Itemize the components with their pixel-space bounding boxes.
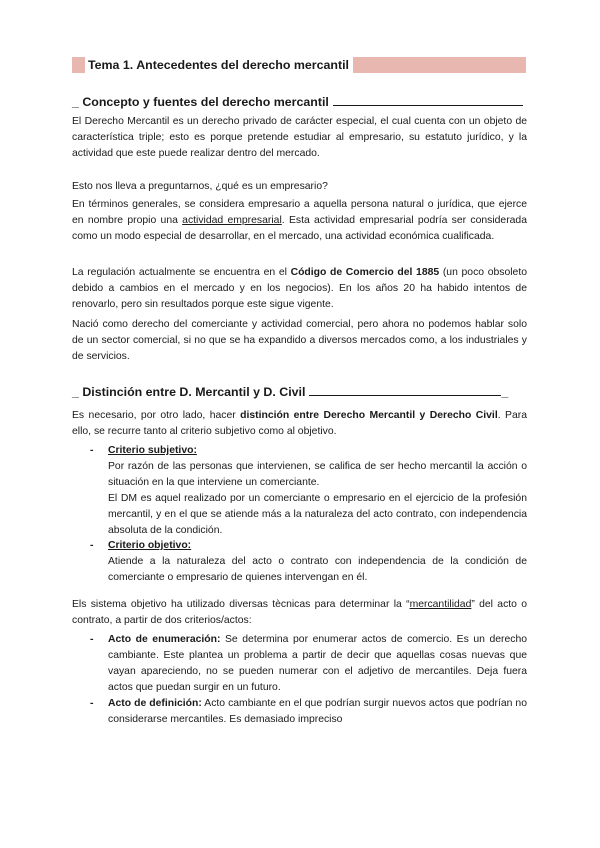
- list-item: [90, 632, 527, 696]
- text-run: . Para ello, se recurre tanto al criterio subjetivo como al objetivo.: [72, 410, 527, 437]
- paragraph: [72, 408, 527, 440]
- title-bar: [72, 57, 526, 73]
- bullet-marker: -: [90, 634, 94, 645]
- underlined-term: mercantilidad: [409, 599, 472, 610]
- paragraph: [72, 197, 527, 245]
- section-heading-concepto: [72, 95, 523, 109]
- paragraph: Esto nos lleva a preguntarnos, ¿qué es un empresario?: [72, 181, 328, 192]
- list-item-body: [108, 538, 527, 586]
- list-item: [90, 443, 527, 539]
- title-accent-left: [72, 57, 85, 73]
- list-item-body: [108, 632, 527, 696]
- text-run: La regulación actualmente se encuentra en el: [72, 267, 291, 278]
- section-heading-text: _ Concepto y fuentes del derecho mercantil: [72, 95, 329, 109]
- paragraph: El Derecho Mercantil es un derecho privado de carácter especial, el cual cuenta con un objeto de característica triple; esto es porque pretende estudiar al empresario, su estatuto jurídico, y la actividad que este puede realizar dentro del mercado.: [72, 116, 527, 159]
- act-label: Acto de definición:: [108, 698, 202, 709]
- act-text: Se determina por enumerar actos de comercio. Es un derecho cambiante. Este plantea un problema a partir de decir que aquellas cosas nuevas que vayan apareciendo, no se pueden numerar con el adjetivo de mercantiles. Deja fuera actos que puedan surgir en un futuro.: [108, 634, 528, 693]
- bullet-marker: -: [90, 445, 94, 456]
- bullet-marker: -: [90, 698, 94, 709]
- criterion-text: Por razón de las personas que intervienen, se califica de ser hecho mercantil la acción o situación en la que interviene un comerciante.: [108, 461, 527, 488]
- criterion-label: Criterio subjetivo:: [108, 445, 197, 456]
- text-run: En términos generales, se considera empresario a aquella persona natural o jurídica, que ejerce en nombre propio una: [72, 199, 527, 226]
- section-heading-distincion: [72, 385, 508, 399]
- section-heading-text: _ Distinción entre D. Mercantil y D. Civil: [72, 385, 306, 399]
- bold-term: Código de Comercio del 1885: [290, 267, 440, 278]
- bold-term: distinción entre Derecho Mercantil y Derecho Civil: [240, 410, 498, 421]
- heading-underline: [333, 104, 523, 106]
- criterion-label: Criterio objetivo:: [108, 540, 192, 551]
- list-item: [90, 538, 527, 586]
- underlined-term: actividad empresarial: [182, 215, 282, 226]
- text-run: Es necesario, por otro lado, hacer: [72, 410, 241, 421]
- paragraph: [72, 265, 527, 313]
- paragraph: Nació como derecho del comerciante y actividad comercial, pero ahora no podemos hablar solo de un sector comercial, si no que se ha expandido a diversos mercados como, a los industriales y de servicios.: [72, 319, 527, 362]
- bullet-marker: -: [90, 540, 94, 551]
- title-accent-right: [353, 57, 526, 73]
- criterion-text: El DM es aquel realizado por un comerciante o empresario en el ejercicio de la profesión mercantil, y en el que se atiende más a la naturaleza del acto contrato, con independencia absoluta de la condición.: [108, 493, 527, 536]
- paragraph: [72, 597, 527, 629]
- text-run: ” del acto o contrato, a partir de dos criterios/actos:: [72, 599, 528, 626]
- criterion-text: Atiende a la naturaleza del acto o contrato con independencia de la condición de comerciante o empresario de quienes intervengan en él.: [108, 556, 527, 583]
- page-title: Tema 1. Antecedentes del derecho mercantil: [88, 58, 349, 72]
- act-label: Acto de enumeración:: [108, 634, 221, 645]
- list-item-body: [108, 443, 527, 539]
- heading-tail: _: [501, 385, 509, 399]
- text-run: (un poco obsoleto debido a cambios en el mercado y en los negocios). En los años 20 ha habido intentos de renovarlo, pero sin resultados porque este sigue vigente.: [72, 267, 528, 310]
- text-run: Els sistema objetivo ha utilizado diversas tècnicas para determinar la “: [72, 599, 410, 610]
- heading-underline: [309, 394, 501, 396]
- text-run: . Esta actividad empresarial podría ser considerada como un modo especial de desarrollar, en el mercado, una actividad económica cualificada.: [72, 215, 527, 242]
- list-item-body: [108, 696, 527, 728]
- list-item: [90, 696, 527, 728]
- act-text: Acto cambiante en el que podrían surgir nuevos actos que podrían no considerarse mercantiles. Es demasiado impreciso: [108, 698, 527, 725]
